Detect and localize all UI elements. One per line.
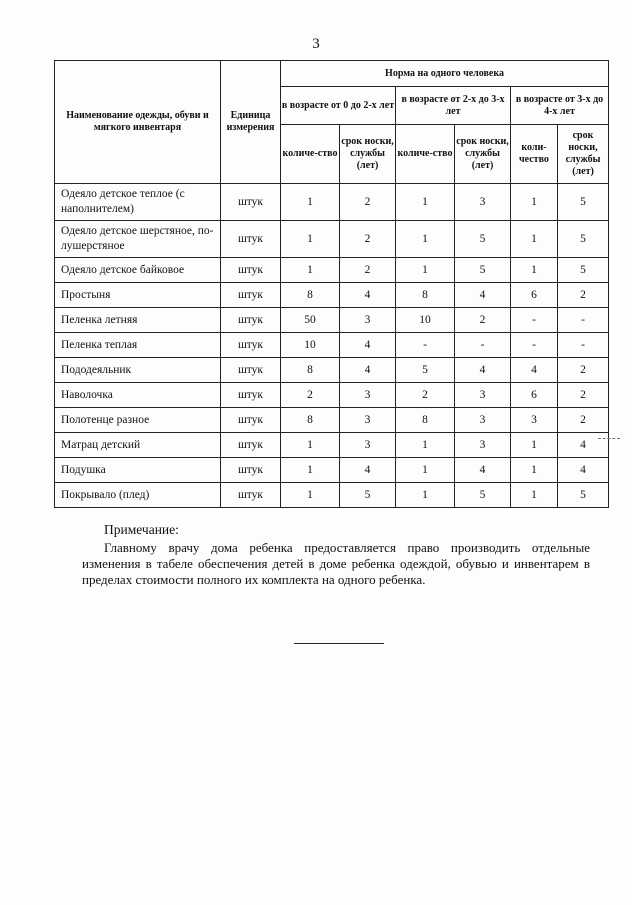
header-service-term: срок носки, службы (лет) [558, 125, 609, 184]
unit-cell: штук [221, 408, 281, 433]
service-term-cell: 3 [340, 408, 396, 433]
service-term-cell: 2 [558, 383, 609, 408]
note-text: Главному врачу дома ребенка предоставляется право производить отдельные изменения в табеле обеспечения детей в доме ребенка одеждой, обувью и инвентарем в пределах стоимости полного их комплекта на одного ребенка. [82, 540, 590, 587]
quantity-cell: 1 [396, 433, 455, 458]
quantity-cell: 1 [396, 221, 455, 258]
table-row [55, 184, 609, 221]
quantity-cell: 2 [396, 383, 455, 408]
service-term-cell: 2 [455, 308, 511, 333]
header-age-0-2: в возрасте от 0 до 2-х лет [281, 87, 396, 125]
service-term-cell: 5 [340, 483, 396, 508]
header-age-3-4: в возрасте от 3-х до 4-х лет [511, 87, 609, 125]
item-name-cell: Пододеяльник [55, 358, 221, 383]
quantity-cell: 8 [396, 283, 455, 308]
item-name-cell: Матрац детский [55, 433, 221, 458]
service-term-cell: 5 [558, 483, 609, 508]
quantity-cell: 1 [281, 221, 340, 258]
quantity-cell: 4 [511, 358, 558, 383]
service-term-cell: 4 [340, 283, 396, 308]
quantity-cell: 1 [281, 458, 340, 483]
service-term-cell: 5 [558, 221, 609, 258]
header-quantity: количе-ство [396, 125, 455, 184]
service-term-cell: 4 [455, 283, 511, 308]
service-term-cell: 3 [455, 383, 511, 408]
unit-cell: штук [221, 458, 281, 483]
quantity-cell: 1 [396, 184, 455, 221]
service-term-cell: 3 [455, 184, 511, 221]
item-name-cell: Наволочка [55, 383, 221, 408]
unit-cell: штук [221, 283, 281, 308]
quantity-cell: 8 [281, 283, 340, 308]
quantity-cell: 1 [281, 483, 340, 508]
quantity-cell: 3 [511, 408, 558, 433]
service-term-cell: 3 [340, 308, 396, 333]
header-norm-per-person: Норма на одного человека [281, 61, 609, 87]
quantity-cell: - [511, 308, 558, 333]
quantity-cell: 8 [281, 408, 340, 433]
table-row [55, 433, 609, 458]
item-name-cell: Пеленка теплая [55, 333, 221, 358]
quantity-cell: 50 [281, 308, 340, 333]
table-row [55, 483, 609, 508]
closing-line [294, 643, 384, 644]
quantity-cell: 1 [511, 458, 558, 483]
quantity-cell: 6 [511, 283, 558, 308]
table-row [55, 458, 609, 483]
service-term-cell: 4 [455, 458, 511, 483]
quantity-cell: 1 [511, 258, 558, 283]
quantity-cell: 5 [396, 358, 455, 383]
table-row [55, 308, 609, 333]
service-term-cell: 4 [455, 358, 511, 383]
item-name-cell: Одеяло детское шерстяное, по-лушерстяное [55, 221, 221, 258]
service-term-cell: 3 [340, 383, 396, 408]
header-unit: Единица измерения [221, 61, 281, 184]
unit-cell: штук [221, 383, 281, 408]
table-row [55, 258, 609, 283]
service-term-cell: 4 [340, 458, 396, 483]
unit-cell: штук [221, 483, 281, 508]
quantity-cell: 1 [511, 184, 558, 221]
unit-cell: штук [221, 358, 281, 383]
quantity-cell: 1 [281, 258, 340, 283]
service-term-cell: 5 [558, 258, 609, 283]
quantity-cell: 2 [281, 383, 340, 408]
item-name-cell: Простыня [55, 283, 221, 308]
service-term-cell: 4 [558, 458, 609, 483]
item-name-cell: Одеяло детское байковое [55, 258, 221, 283]
service-term-cell: - [558, 333, 609, 358]
table-row [55, 358, 609, 383]
quantity-cell: - [396, 333, 455, 358]
header-service-term: срок носки, службы (лет) [455, 125, 511, 184]
service-term-cell: - [455, 333, 511, 358]
service-term-cell: 5 [455, 221, 511, 258]
note-title: Примечание: [104, 522, 179, 537]
quantity-cell: - [511, 333, 558, 358]
service-term-cell: 2 [340, 258, 396, 283]
quantity-cell: 1 [511, 483, 558, 508]
header-item-name: Наименование одежды, обуви и мягкого инвентаря [55, 61, 221, 184]
unit-cell: штук [221, 221, 281, 258]
service-term-cell: 2 [558, 283, 609, 308]
header-quantity: коли-чество [511, 125, 558, 184]
quantity-cell: 1 [396, 258, 455, 283]
table-row [55, 333, 609, 358]
header-quantity: количе-ство [281, 125, 340, 184]
quantity-cell: 1 [511, 221, 558, 258]
clothing-norms-table [54, 60, 609, 508]
service-term-cell: 3 [340, 433, 396, 458]
quantity-cell: 1 [511, 433, 558, 458]
item-name-cell: Полотенце разное [55, 408, 221, 433]
service-term-cell: 2 [558, 408, 609, 433]
unit-cell: штук [221, 184, 281, 221]
unit-cell: штук [221, 308, 281, 333]
service-term-cell: 4 [558, 433, 609, 458]
service-term-cell: - [558, 308, 609, 333]
quantity-cell: 1 [396, 458, 455, 483]
header-age-2-3: в возрасте от 2-х до 3-х лет [396, 87, 511, 125]
quantity-cell: 8 [396, 408, 455, 433]
page-number: 3 [312, 36, 320, 52]
unit-cell: штук [221, 333, 281, 358]
table-row [55, 283, 609, 308]
service-term-cell: 3 [455, 408, 511, 433]
table-row [55, 408, 609, 433]
unit-cell: штук [221, 258, 281, 283]
service-term-cell: 2 [558, 358, 609, 383]
service-term-cell: 5 [558, 184, 609, 221]
quantity-cell: 1 [281, 184, 340, 221]
item-name-cell: Подушка [55, 458, 221, 483]
item-name-cell: Одеяло детское теплое (с наполнителем) [55, 184, 221, 221]
item-name-cell: Покрывало (плед) [55, 483, 221, 508]
service-term-cell: 5 [455, 483, 511, 508]
unit-cell: штук [221, 433, 281, 458]
table-row [55, 383, 609, 408]
header-service-term: срок носки, службы (лет) [340, 125, 396, 184]
service-term-cell: 4 [340, 333, 396, 358]
table-row [55, 221, 609, 258]
quantity-cell: 10 [396, 308, 455, 333]
service-term-cell: 5 [455, 258, 511, 283]
quantity-cell: 6 [511, 383, 558, 408]
quantity-cell: 8 [281, 358, 340, 383]
margin-mark [598, 438, 620, 439]
service-term-cell: 2 [340, 184, 396, 221]
service-term-cell: 4 [340, 358, 396, 383]
item-name-cell: Пеленка летняя [55, 308, 221, 333]
quantity-cell: 10 [281, 333, 340, 358]
quantity-cell: 1 [396, 483, 455, 508]
quantity-cell: 1 [281, 433, 340, 458]
service-term-cell: 3 [455, 433, 511, 458]
service-term-cell: 2 [340, 221, 396, 258]
